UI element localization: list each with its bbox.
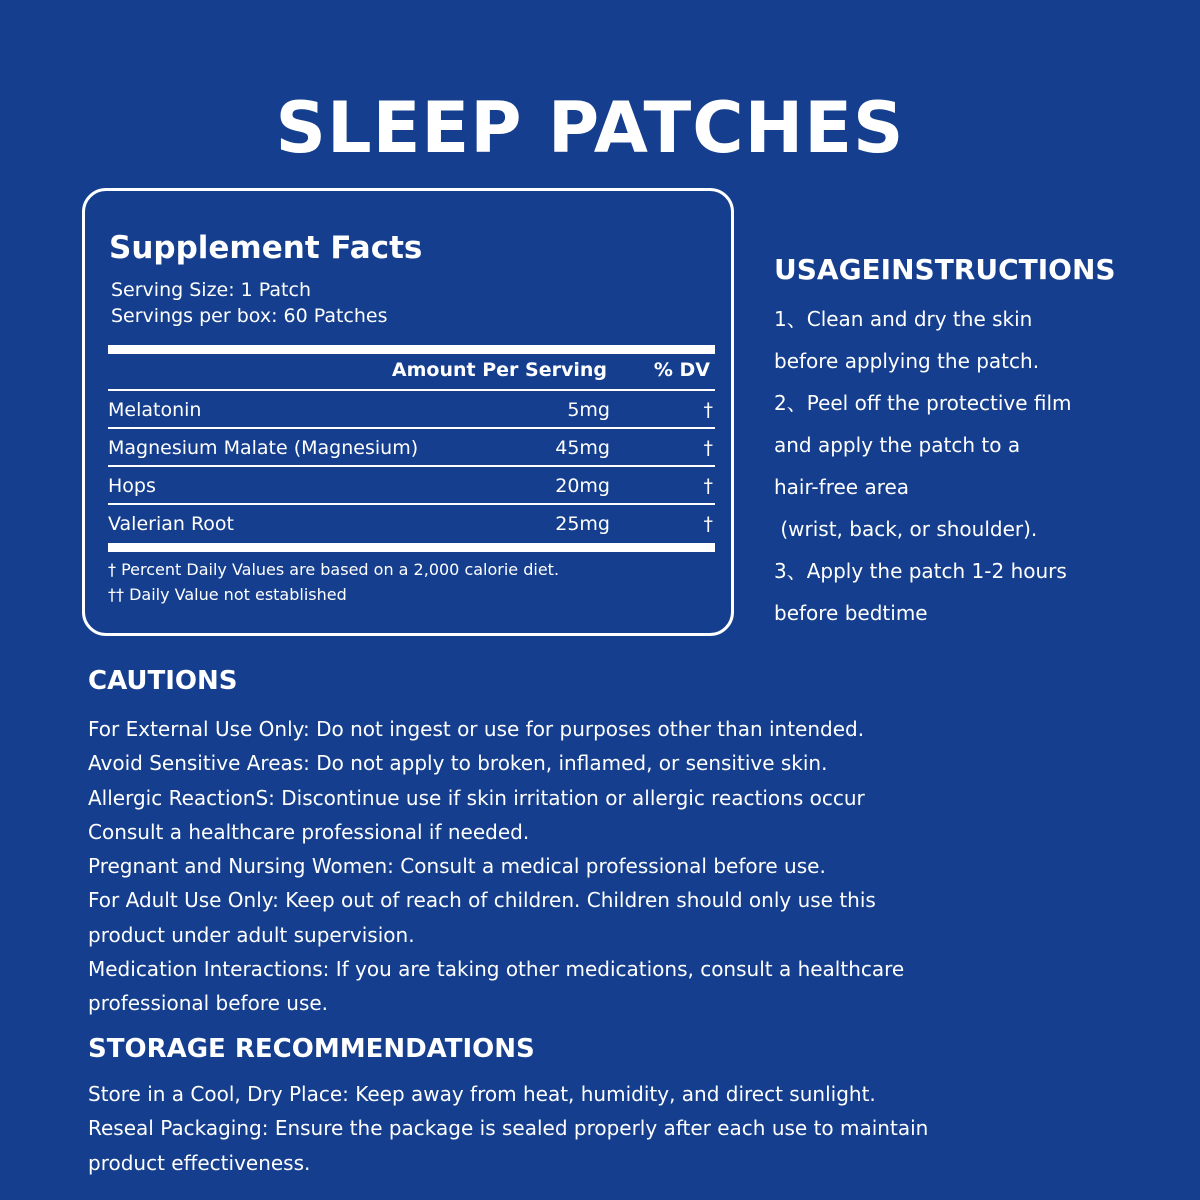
ingredient-amount: 25mg (555, 513, 610, 535)
caution-line: For Adult Use Only: Keep out of reach of children. Children should only use this (88, 888, 876, 913)
ingredient-dv: † (703, 437, 713, 459)
usage-line: 1、Clean and dry the skin (774, 307, 1033, 331)
storage-line: Store in a Cool, Dry Place: Keep away from heat, humidity, and direct sunlight. (88, 1082, 876, 1106)
daily-value-header: % DV (653, 359, 710, 381)
servings-per-box: Servings per box: 60 Patches (111, 305, 388, 327)
facts-divider-top (108, 345, 715, 354)
caution-line: Consult a healthcare professional if needed. (88, 819, 530, 844)
ingredient-name: Valerian Root (108, 513, 234, 535)
caution-line: product under adult supervision. (88, 922, 415, 947)
cautions-list (88, 712, 1168, 1021)
usage-line: and apply the patch to a (774, 433, 1021, 457)
supplement-facts-heading: Supplement Facts (109, 230, 423, 266)
facts-row (108, 391, 715, 427)
storage-heading: STORAGE RECOMMENDATIONS (88, 1034, 535, 1064)
daily-value-footnote: † Percent Daily Values are based on a 2,000 calorie diet. (108, 560, 560, 579)
storage-list (88, 1077, 1168, 1180)
facts-row (108, 505, 715, 541)
caution-line: Pregnant and Nursing Women: Consult a medical professional before use. (88, 854, 826, 879)
page-title: SLEEP PATCHES (275, 87, 905, 169)
supplement-facts-panel (82, 188, 734, 636)
caution-line: Medication Interactions: If you are taking other medications, consult a healthcare (88, 957, 905, 982)
usage-line: before applying the patch. (774, 349, 1040, 373)
storage-line: Reseal Packaging: Ensure the package is sealed properly after each use to maintain (88, 1116, 929, 1141)
ingredient-dv: † (703, 399, 713, 421)
usage-line: hair-free area (774, 475, 910, 499)
not-established-footnote: †† Daily Value not established (108, 585, 347, 604)
facts-divider-bottom (108, 543, 715, 552)
usage-line: before bedtime (774, 601, 928, 625)
usage-instructions-heading: USAGEINSTRUCTIONS (774, 253, 1116, 286)
caution-line: For External Use Only: Do not ingest or use for purposes other than intended. (88, 717, 865, 741)
ingredient-dv: † (703, 475, 713, 497)
ingredient-name: Magnesium Malate (Magnesium) (108, 437, 419, 459)
storage-line: product effectiveness. (88, 1150, 311, 1175)
caution-line: Avoid Sensitive Areas: Do not apply to broken, inflamed, or sensitive skin. (88, 751, 828, 776)
usage-instructions-list (774, 298, 1154, 634)
ingredient-amount: 5mg (567, 399, 610, 421)
ingredient-name: Hops (108, 475, 156, 497)
facts-row (108, 429, 715, 465)
amount-per-serving-header: Amount Per Serving (391, 359, 607, 381)
facts-row (108, 467, 715, 503)
ingredient-amount: 45mg (555, 437, 610, 459)
usage-line: 3、Apply the patch 1-2 hours (774, 559, 1067, 583)
usage-line: 2、Peel off the protective film (774, 391, 1072, 415)
usage-line: (wrist, back, or shoulder). (774, 517, 1038, 541)
caution-line: Allergic ReactionS: Discontinue use if skin irritation or allergic reactions occur (88, 785, 865, 810)
serving-size: Serving Size: 1 Patch (111, 279, 311, 301)
caution-line: professional before use. (88, 991, 329, 1016)
ingredient-dv: † (703, 513, 713, 535)
ingredient-name: Melatonin (108, 399, 202, 421)
ingredient-amount: 20mg (555, 475, 610, 497)
cautions-heading: CAUTIONS (88, 666, 238, 696)
